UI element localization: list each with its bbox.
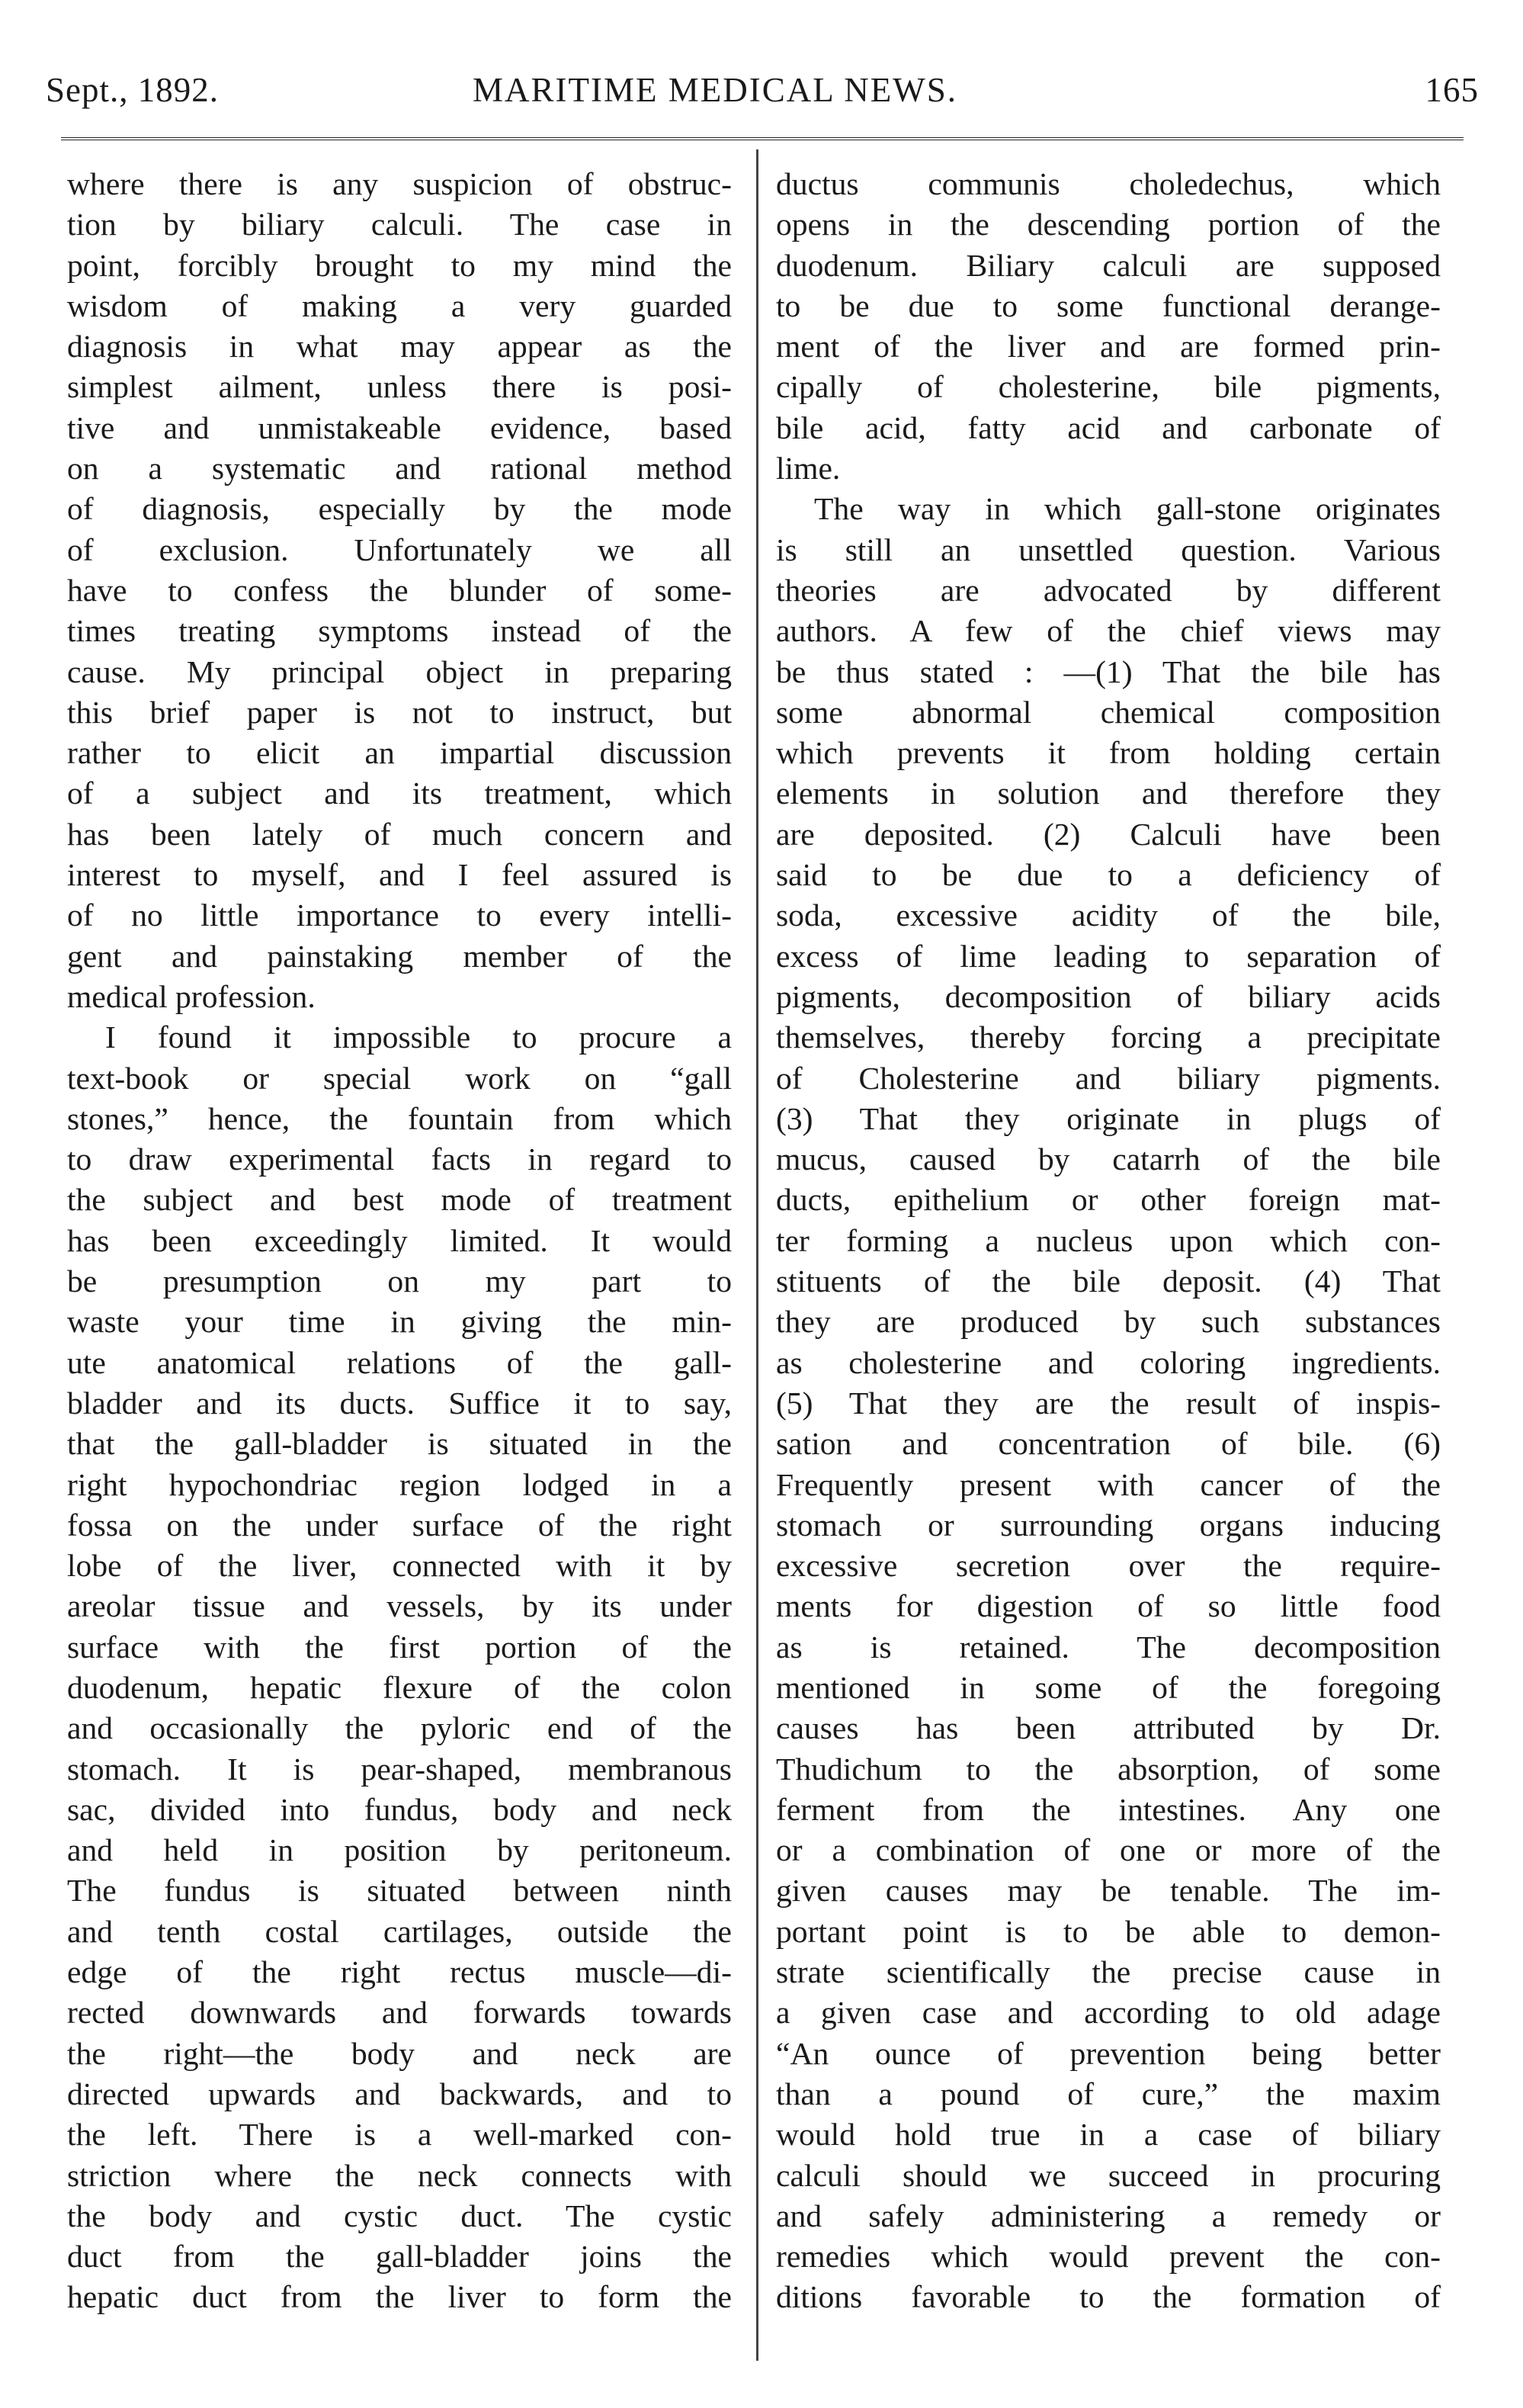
text-line: than a pound of cure,” the maxim	[776, 2076, 1441, 2111]
text-line: fossa on the under surface of the right	[67, 1507, 732, 1543]
text-line: duct from the gall-bladder joins the	[67, 2239, 732, 2275]
text-line: this brief paper is not to instruct, but	[67, 694, 732, 730]
text-line: themselves, thereby forcing a precipitate	[776, 1019, 1441, 1055]
text-line: ute anatomical relations of the gall-	[67, 1344, 732, 1380]
text-line: of Cholesterine and biliary pigments.	[776, 1060, 1441, 1096]
text-line: “An ounce of prevention being better	[776, 2035, 1441, 2071]
header-date: Sept., 1892.	[46, 71, 220, 109]
text-line: surface with the first portion of the	[67, 1629, 732, 1665]
text-line: tive and unmistakeable evidence, based	[67, 409, 732, 445]
text-line: excess of lime leading to separation of	[776, 938, 1441, 974]
text-line: they are produced by such substances	[776, 1304, 1441, 1340]
text-line: mentioned in some of the foregoing	[776, 1669, 1441, 1705]
text-line: causes has been attributed by Dr.	[776, 1710, 1441, 1746]
text-line: stones,” hence, the fountain from which	[67, 1100, 732, 1136]
text-line: stomach. It is pear-shaped, membranous	[67, 1751, 732, 1787]
text-line: rather to elicit an impartial discussion	[67, 735, 732, 771]
text-line: said to be due to a deficiency of	[776, 857, 1441, 893]
text-line: cipally of cholesterine, bile pigments,	[776, 369, 1441, 405]
text-line: bladder and its ducts. Suffice it to say,	[67, 1385, 732, 1421]
text-line: has been lately of much concern and	[67, 816, 732, 852]
text-line: I found it impossible to procure a	[105, 1019, 732, 1055]
text-line: interest to myself, and I feel assured is	[67, 857, 732, 893]
text-line: which prevents it from holding certain	[776, 735, 1441, 771]
text-line: given causes may be tenable. The im-	[776, 1873, 1441, 1909]
text-line: lobe of the liver, connected with it by	[67, 1548, 732, 1584]
text-line: the left. There is a well-marked con-	[67, 2117, 732, 2153]
text-line: duodenum, hepatic flexure of the colon	[67, 1669, 732, 1705]
text-line: edge of the right rectus muscle—di-	[67, 1954, 732, 1990]
text-line: as is retained. The decomposition	[776, 1629, 1441, 1665]
text-line: that the gall-bladder is situated in the	[67, 1426, 732, 1462]
text-line: simplest ailment, unless there is posi-	[67, 369, 732, 405]
text-line: gent and painstaking member of the	[67, 938, 732, 974]
text-line: wisdom of making a very guarded	[67, 287, 732, 323]
text-line: to be due to some functional derange-	[776, 287, 1441, 323]
text-line: would hold true in a case of biliary	[776, 2117, 1441, 2153]
text-line: areolar tissue and vessels, by its under	[67, 1588, 732, 1624]
text-line: bile acid, fatty acid and carbonate of	[776, 409, 1441, 445]
text-line: portant point is to be able to demon-	[776, 1913, 1441, 1949]
text-line: ment of the liver and are formed prin-	[776, 329, 1441, 364]
text-line: strate scientifically the precise cause in	[776, 1954, 1441, 1990]
text-line: soda, excessive acidity of the bile,	[776, 897, 1441, 933]
text-line: ductus communis choledechus, which	[776, 166, 1441, 201]
text-line: remedies which would prevent the con-	[776, 2239, 1441, 2275]
text-line: of a subject and its treatment, which	[67, 775, 732, 811]
text-line: elements in solution and therefore they	[776, 775, 1441, 811]
text-line: a given case and according to old adage	[776, 1995, 1441, 2031]
text-line: cause. My principal object in preparing	[67, 653, 732, 689]
text-line: right hypochondriac region lodged in a	[67, 1466, 732, 1502]
text-line: some abnormal chemical composition	[776, 694, 1441, 730]
text-line: or a combination of one or more of the	[776, 1832, 1441, 1868]
text-line: waste your time in giving the min-	[67, 1304, 732, 1340]
text-line: mucus, caused by catarrh of the bile	[776, 1141, 1441, 1177]
header-rule	[61, 137, 1464, 140]
text-line: and held in position by peritoneum.	[67, 1832, 732, 1868]
right-column	[776, 164, 1441, 2318]
text-line: duodenum. Biliary calculi are supposed	[776, 247, 1441, 283]
text-line: Frequently present with cancer of the	[776, 1466, 1441, 1502]
text-line: stituents of the bile deposit. (4) That	[776, 1263, 1441, 1299]
text-line: and tenth costal cartilages, outside the	[67, 1913, 732, 1949]
text-line: authors. A few of the chief views may	[776, 613, 1441, 649]
text-line: ducts, epithelium or other foreign mat-	[776, 1182, 1441, 1218]
text-line: is still an unsettled question. Various	[776, 531, 1441, 567]
text-line: be thus stated : —(1) That the bile has	[776, 653, 1441, 689]
text-line: sation and concentration of bile. (6)	[776, 1426, 1441, 1462]
text-line: be presumption on my part to	[67, 1263, 732, 1299]
text-line: times treating symptoms instead of the	[67, 613, 732, 649]
text-line: the body and cystic duct. The cystic	[67, 2198, 732, 2233]
text-line: where there is any suspicion of obstruc-	[67, 166, 732, 201]
text-line: The fundus is situated between ninth	[67, 1873, 732, 1909]
text-line: as cholesterine and coloring ingredients.	[776, 1344, 1441, 1380]
text-line: of exclusion. Unfortunately we all	[67, 531, 732, 567]
column-divider	[756, 149, 758, 2361]
text-line: directed upwards and backwards, and to	[67, 2076, 732, 2111]
text-line: on a systematic and rational method	[67, 451, 732, 486]
text-line: text-book or special work on “gall	[67, 1060, 732, 1096]
header-page-number: 165	[1425, 71, 1479, 109]
text-line: ditions favorable to the formation of	[776, 2279, 1441, 2315]
text-line: ments for digestion of so little food	[776, 1588, 1441, 1624]
text-line: medical profession.	[67, 978, 316, 1014]
header-journal-title: MARITIME MEDICAL NEWS.	[473, 71, 958, 109]
text-line: (5) That they are the result of inspis-	[776, 1385, 1441, 1421]
text-line: stomach or surrounding organs inducing	[776, 1507, 1441, 1543]
text-line: opens in the descending portion of the	[776, 207, 1441, 242]
text-line: sac, divided into fundus, body and neck	[67, 1791, 732, 1827]
text-line: calculi should we succeed in procuring	[776, 2157, 1441, 2193]
text-line: the right—the body and neck are	[67, 2035, 732, 2071]
text-line: Thudichum to the absorption, of some	[776, 1751, 1441, 1787]
text-line: The way in which gall-stone originates	[814, 491, 1441, 527]
text-line: tion by biliary calculi. The case in	[67, 207, 732, 242]
text-line: hepatic duct from the liver to form the	[67, 2279, 732, 2315]
text-line: excessive secretion over the require-	[776, 1548, 1441, 1584]
text-line: of diagnosis, especially by the mode	[67, 491, 732, 527]
running-header	[46, 70, 1479, 124]
text-line: diagnosis in what may appear as the	[67, 329, 732, 364]
text-line: and safely administering a remedy or	[776, 2198, 1441, 2233]
text-line: ferment from the intestines. Any one	[776, 1791, 1441, 1827]
text-line: ter forming a nucleus upon which con-	[776, 1222, 1441, 1258]
text-line: to draw experimental facts in regard to	[67, 1141, 732, 1177]
text-line: (3) That they originate in plugs of	[776, 1100, 1441, 1136]
text-line: theories are advocated by different	[776, 572, 1441, 608]
text-line: the subject and best mode of treatment	[67, 1182, 732, 1218]
text-line: point, forcibly brought to my mind the	[67, 247, 732, 283]
text-line: lime.	[776, 451, 841, 486]
left-column	[67, 164, 732, 2318]
text-line: rected downwards and forwards towards	[67, 1995, 732, 2031]
text-line: has been exceedingly limited. It would	[67, 1222, 732, 1258]
text-line: have to confess the blunder of some-	[67, 572, 732, 608]
text-line: of no little importance to every intelli-	[67, 897, 732, 933]
text-line: pigments, decomposition of biliary acids	[776, 978, 1441, 1014]
text-line: are deposited. (2) Calculi have been	[776, 816, 1441, 852]
text-line: and occasionally the pyloric end of the	[67, 1710, 732, 1746]
text-line: striction where the neck connects with	[67, 2157, 732, 2193]
